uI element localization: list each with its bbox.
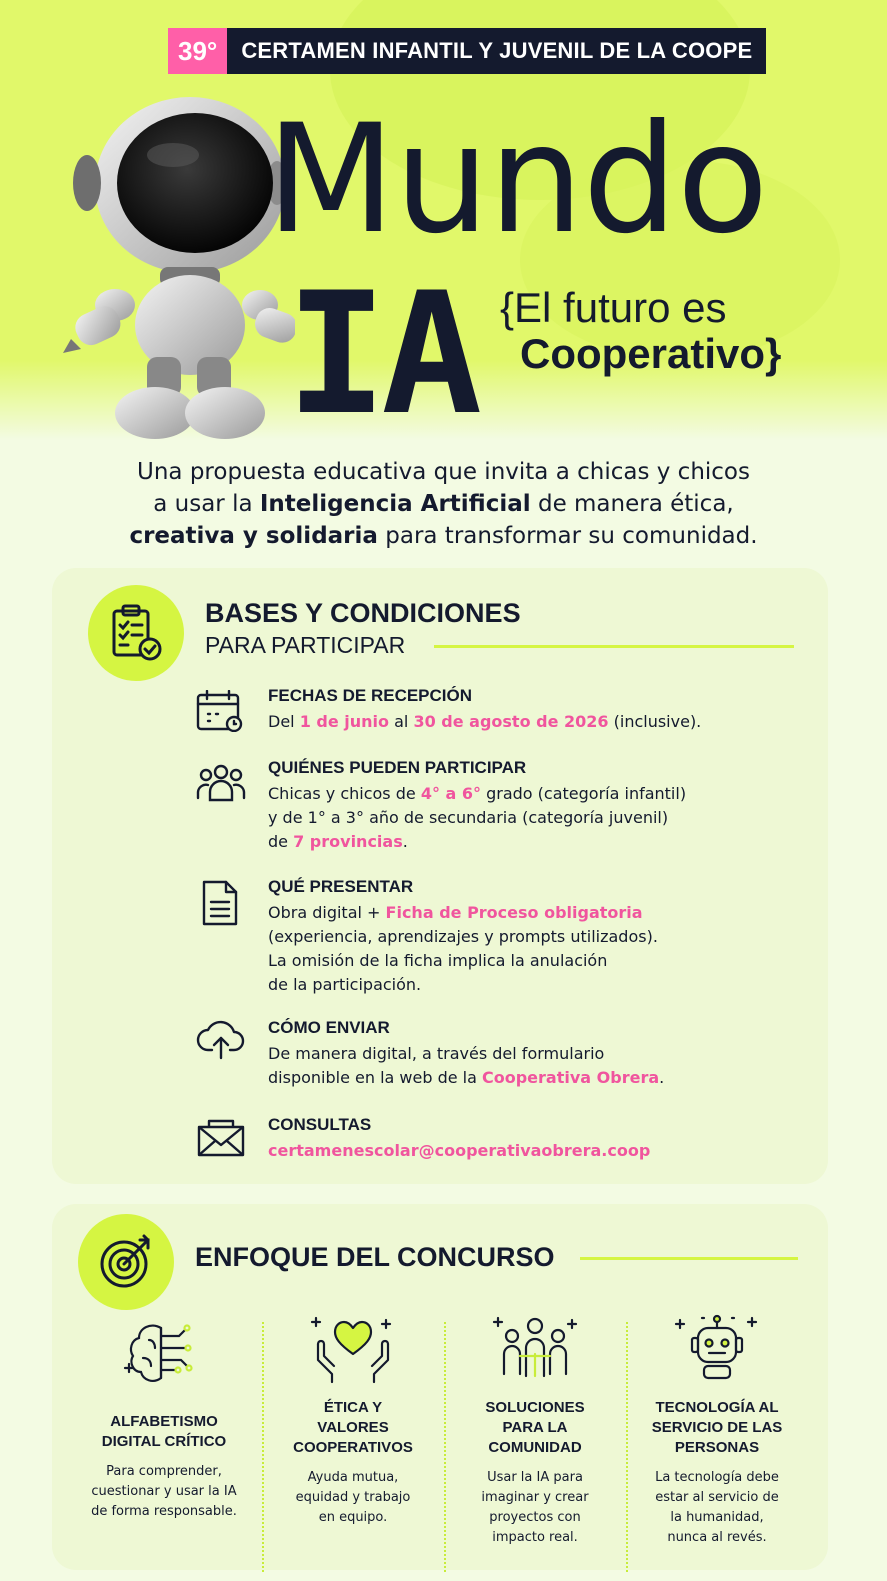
tagline-line-1: {El futuro es [500, 284, 727, 331]
intro-line-3: creativa y solidaria para transformar su comunidad. [129, 523, 758, 549]
heart-hands-icon [308, 1314, 398, 1384]
focus-title: SOLUCIONES PARA LA COMUNIDAD [485, 1399, 585, 1456]
edition-banner [168, 28, 766, 74]
item-title: QUÉ PRESENTAR [268, 877, 414, 896]
focus-description: La tecnología debe estar al servicio de la humanidad, nunca al revés. [655, 1470, 779, 1545]
item-title: QUIÉNES PUEDEN PARTICIPAR [268, 758, 527, 777]
list-item-consultas [268, 1115, 828, 1163]
item-body: Chicas y chicos de 4° a 6° grado (categoría infantil) y de 1° a 3° año de secundaria (categoría juvenil) de 7 provincias. [268, 784, 687, 851]
item-body: De manera digital, a través del formulario disponible en la web de la Cooperativa Obrera. [268, 1044, 665, 1087]
focus-title: ENFOQUE DEL CONCURSO [195, 1242, 555, 1272]
hero-tagline [500, 285, 840, 377]
clipboard-check-icon [108, 603, 164, 663]
contest-name: CERTAMEN INFANTIL Y JUVENIL DE LA COOPE [227, 28, 766, 74]
intro-line-1: Una propuesta educativa que invita a chicas y chicos [137, 459, 750, 485]
focus-description: Usar la IA para imaginar y crear proyectos con impacto real. [481, 1470, 589, 1545]
hero-title-ia: IA [286, 256, 477, 452]
tagline-line-2: Cooperativo} [520, 330, 782, 378]
focus-title: TECNOLOGÍA AL SERVICIO DE LAS PERSONAS [651, 1399, 783, 1456]
item-body: Obra digital + Ficha de Proceso obligatoria (experiencia, aprendizajes y prompts utilizados). La omisión de la ficha implica la anulación de la participación. [268, 903, 658, 994]
focus-item-etica [263, 1314, 443, 1528]
document-icon [200, 880, 240, 926]
robot-illustration-icon [55, 95, 295, 445]
bases-rule [434, 645, 794, 648]
item-title: FECHAS DE RECEPCIÓN [268, 686, 473, 705]
focus-title: ÉTICA Y VALORES COOPERATIVOS [293, 1399, 413, 1456]
brain-circuit-icon [119, 1318, 209, 1398]
cloud-upload-icon [196, 1018, 246, 1060]
clipboard-badge [88, 585, 184, 681]
focus-title: ALFABETISMO DIGITAL CRÍTICO [101, 1413, 227, 1450]
target-badge [78, 1214, 174, 1310]
bases-title: BASES Y CONDICIONES [205, 598, 521, 628]
list-item-participantes [268, 758, 828, 854]
cooperativa-link[interactable]: Cooperativa Obrera [482, 1068, 660, 1087]
list-item-fechas [268, 686, 828, 734]
email-link[interactable]: certamenescolar@cooperativaobrera.coop [268, 1141, 651, 1160]
bases-subtitle: PARA PARTICIPAR [205, 632, 406, 658]
robot-icon [672, 1314, 762, 1384]
focus-item-soluciones [445, 1314, 625, 1548]
intro-line-2: a usar la Inteligencia Artificial de manera ética, [153, 491, 734, 517]
focus-description: Ayuda mutua, equidad y trabajo en equipo. [295, 1470, 411, 1525]
focus-description: Para comprender, cuestionar y usar la IA de forma responsable. [91, 1464, 237, 1519]
envelope-icon [197, 1119, 245, 1157]
focus-item-tecnologia [627, 1314, 807, 1548]
intro-paragraph [40, 456, 847, 552]
list-item-que-presentar [268, 877, 828, 997]
people-icon [196, 762, 246, 802]
community-icon [490, 1314, 580, 1384]
item-title: CÓMO ENVIAR [268, 1018, 390, 1037]
item-title: CONSULTAS [268, 1115, 372, 1134]
calendar-icon [196, 690, 244, 732]
edition-number: 39° [168, 28, 227, 74]
focus-rule [580, 1257, 798, 1260]
item-body: Del 1 de junio al 30 de agosto de 2026 (inclusive). [268, 712, 702, 731]
focus-item-alfabetismo [74, 1318, 254, 1522]
target-icon [96, 1232, 156, 1292]
hero-title-mundo: Mundo [266, 93, 768, 267]
list-item-como-enviar [268, 1018, 828, 1090]
